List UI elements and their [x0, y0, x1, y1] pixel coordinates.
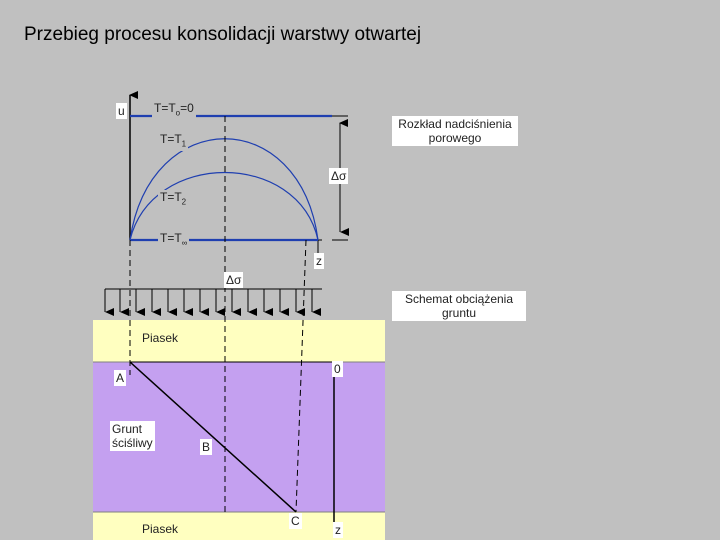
delta-sigma-top-label: Δσ: [331, 169, 347, 183]
stress-zero-label: 0: [334, 362, 341, 376]
sand-bottom-label: Piasek: [142, 522, 179, 536]
z-upper-label: z: [316, 254, 322, 268]
compressible-soil-label: Grunt ściśliwy: [112, 422, 153, 450]
isochrone-tinf-label: $T=T_\infty$: [158, 231, 189, 250]
point-b-label: B: [202, 440, 211, 454]
point-c-label: C: [291, 514, 300, 528]
load-arrows: [105, 289, 312, 312]
point-a-label: A: [116, 371, 125, 385]
pore-pressure-caption: Rozkład nadciśnienia porowego: [392, 116, 518, 146]
sand-layer-top: [93, 320, 385, 362]
delta-sigma-load-label: Δσ: [226, 273, 242, 287]
sand-top-label: Piasek: [142, 331, 179, 345]
isochrone-t2-label: $T=T_2$: [158, 190, 188, 209]
load-scheme-caption: Schemat obciążenia gruntu: [392, 291, 526, 321]
z-lower-label: z: [335, 523, 341, 537]
isochrone-t0-label: $T=T_o=0$: [152, 101, 196, 120]
u-axis-label: u: [118, 104, 125, 118]
isochrone-t1-label: $T=T_1$: [158, 132, 188, 151]
slide-title: Przebieg procesu konsolidacji warstwy otwartej: [24, 24, 422, 45]
